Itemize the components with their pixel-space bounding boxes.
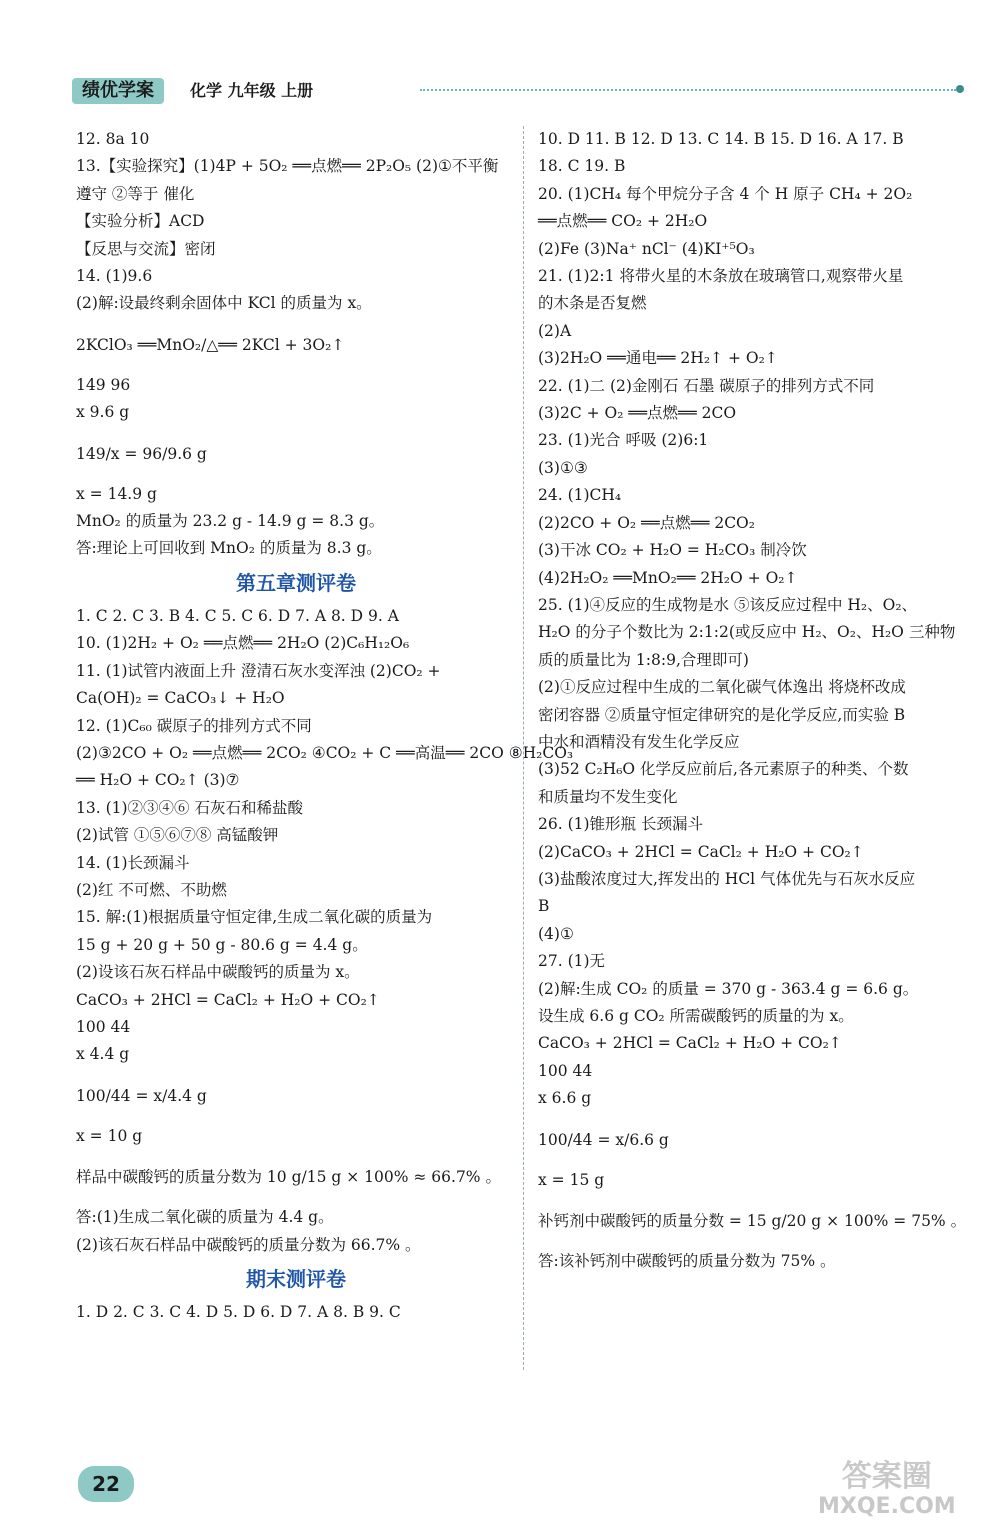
brand-badge: 绩优学案 (72, 78, 164, 104)
answer-line: 149/x = 96/9.6 g (76, 444, 207, 463)
answer-line: (2)2CO + O₂ ══点燃══ 2CO₂ (538, 513, 755, 532)
answer-line: (3)①③ (538, 458, 588, 477)
watermark-logo (818, 1460, 956, 1520)
page-number: 22 (78, 1466, 134, 1502)
right-answer-column (538, 126, 970, 1275)
answer-line: B (538, 897, 550, 916)
answer-line: 12. (1)C₆₀ 碳原子的排列方式不同 (76, 716, 312, 735)
answer-line: 15 g + 20 g + 50 g - 80.6 g = 4.4 g。 (76, 935, 368, 954)
answer-line: H₂O 的分子个数比为 2:1:2(或反应中 H₂、O₂、H₂O 三种物 (538, 623, 956, 642)
answer-line: (4)2H₂O₂ ══MnO₂══ 2H₂O + O₂↑ (538, 568, 798, 587)
answer-line: 样品中碳酸钙的质量分数为 10 g/15 g × 100% ≈ 66.7% 。 (76, 1168, 501, 1187)
answer-line: 和质量均不发生变化 (538, 787, 678, 806)
answer-line: 的木条是否复燃 (538, 294, 647, 313)
answer-line: CaCO₃ + 2HCl = CaCl₂ + H₂O + CO₂↑ (538, 1034, 842, 1053)
answer-line: 10. (1)2H₂ + O₂ ══点燃══ 2H₂O (2)C₆H₁₂O₆ (76, 634, 410, 653)
column-divider (523, 126, 524, 1370)
answer-line: 1. C 2. C 3. B 4. C 5. C 6. D 7. A 8. D 9. A (76, 606, 399, 625)
answer-line: (2)设该石灰石样品中碳酸钙的质量为 x。 (76, 963, 360, 982)
section-heading: 第五章测评卷 (236, 570, 356, 595)
answer-line: 18. C 19. B (538, 157, 626, 176)
answer-line: 13.【实验探究】(1)4P + 5O₂ ══点燃══ 2P₂O₅ (2)①不平衡 (76, 157, 499, 176)
answer-line: 23. (1)光合 呼吸 (2)6:1 (538, 431, 709, 450)
answer-line: 14. (1)长颈漏斗 (76, 853, 190, 872)
answer-line: x 9.6 g (76, 403, 130, 422)
answer-line: (2)③2CO + O₂ ══点燃══ 2CO₂ ④CO₂ + C ══高温══ 2CO ⑧H₂CO₃ (76, 743, 574, 762)
answer-line: 【反思与交流】密闭 (76, 239, 216, 258)
answer-line: 22. (1)二 (2)金刚石 石墨 碳原子的排列方式不同 (538, 376, 875, 395)
answer-line: 中水和酒精没有发生化学反应 (538, 732, 740, 751)
answer-line: 12. 8a 10 (76, 130, 150, 148)
answer-line: 10. D 11. B 12. D 13. C 14. B 15. D 16. A 17. B (538, 130, 904, 148)
answer-line: 20. (1)CH₄ 每个甲烷分子含 4 个 H 原子 CH₄ + 2O₂ (538, 184, 913, 203)
answer-line: (2)①反应过程中生成的二氧化碳气体逸出 将烧杯改成 (538, 678, 906, 697)
answer-line: 25. (1)④反应的生成物是水 ⑤该反应过程中 H₂、O₂、 (538, 595, 918, 614)
answer-line: MnO₂ 的质量为 23.2 g - 14.9 g = 8.3 g。 (76, 512, 385, 531)
answer-line: x = 14.9 g (76, 484, 157, 503)
answer-line: (3)2C + O₂ ══点燃══ 2CO (538, 404, 737, 423)
answer-line: 答:(1)生成二氧化碳的质量为 4.4 g。 (76, 1208, 334, 1227)
subject-title: 化学 九年级 上册 (190, 81, 314, 100)
answer-line: CaCO₃ + 2HCl = CaCl₂ + H₂O + CO₂↑ (76, 990, 380, 1009)
answer-line: 13. (1)②③④⑥ 石灰石和稀盐酸 (76, 798, 303, 817)
answer-line: (2)该石灰石样品中碳酸钙的质量分数为 66.7% 。 (76, 1235, 421, 1254)
answer-line: x = 15 g (538, 1170, 605, 1189)
answer-line: (2)Fe (3)Na⁺ nCl⁻ (4)KI⁺⁵O₃ (538, 239, 755, 258)
answer-line: ══ H₂O + CO₂↑ (3)⑦ (76, 771, 240, 790)
answer-line: 11. (1)试管内液面上升 澄清石灰水变浑浊 (2)CO₂ + (76, 661, 441, 680)
answer-line: (2)CaCO₃ + 2HCl = CaCl₂ + H₂O + CO₂↑ (538, 842, 864, 861)
answer-line: Ca(OH)₂ = CaCO₃↓ + H₂O (76, 689, 285, 708)
answer-line: 质的质量比为 1:8:9,合理即可) (538, 650, 749, 669)
answer-line: 15. 解:(1)根据质量守恒定律,生成二氧化碳的质量为 (76, 908, 433, 927)
answer-line: 21. (1)2:1 将带火星的木条放在玻璃管口,观察带火星 (538, 267, 904, 286)
answer-line: 100 44 (76, 1017, 131, 1036)
answer-line: x = 10 g (76, 1126, 143, 1145)
answer-line: (3)52 C₂H₆O 化学反应前后,各元素原子的种类、个数 (538, 760, 909, 779)
answer-line: 14. (1)9.6 (76, 267, 153, 286)
header-dotted-rule (420, 89, 956, 91)
answer-line: 2KClO₃ ══MnO₂/△══ 2KCl + 3O₂↑ (76, 335, 345, 354)
answer-line: ══点燃══ CO₂ + 2H₂O (538, 212, 708, 231)
answer-line: 100/44 = x/4.4 g (76, 1086, 207, 1105)
answer-line: (3)盐酸浓度过大,挥发出的 HCl 气体优先与石灰水反应 (538, 869, 916, 888)
watermark-title: 答案圈 (841, 1459, 932, 1494)
answer-line: (2)解:设最终剩余固体中 KCl 的质量为 x。 (76, 294, 372, 313)
answer-line: x 4.4 g (76, 1045, 130, 1064)
header-dot-icon (956, 85, 964, 93)
answer-line: 答:理论上可回收到 MnO₂ 的质量为 8.3 g。 (76, 539, 382, 558)
section-heading: 期末测评卷 (246, 1267, 346, 1291)
answer-line: (2)解:生成 CO₂ 的质量 = 370 g - 363.4 g = 6.6 g。 (538, 979, 919, 998)
answer-line: (2)A (538, 321, 572, 340)
answer-line: (2)红 不可燃、不助燃 (76, 880, 227, 899)
answer-line: 27. (1)无 (538, 952, 606, 971)
answer-line: x 6.6 g (538, 1089, 592, 1108)
answer-line: 1. D 2. C 3. C 4. D 5. D 6. D 7. A 8. B 9. C (76, 1303, 401, 1321)
answer-line: (3)2H₂O ══通电══ 2H₂↑ + O₂↑ (538, 349, 778, 368)
answer-line: 补钙剂中碳酸钙的质量分数 = 15 g/20 g × 100% = 75% 。 (538, 1212, 967, 1231)
answer-line: (3)干冰 CO₂ + H₂O = H₂CO₃ 制冷饮 (538, 541, 807, 560)
answer-line: 设生成 6.6 g CO₂ 所需碳酸钙的质量的为 x。 (538, 1007, 854, 1025)
answer-line: (4)① (538, 924, 574, 943)
answer-line: (2)试管 ①⑤⑥⑦⑧ 高锰酸钾 (76, 826, 279, 845)
answer-line: 密闭容器 ②质量守恒定律研究的是化学反应,而实验 B (538, 705, 906, 724)
answer-line: 149 96 (76, 375, 131, 394)
answer-line: 遵守 ②等于 催化 (76, 184, 195, 203)
answer-line: 100/44 = x/6.6 g (538, 1130, 669, 1149)
answer-line: 24. (1)CH₄ (538, 486, 622, 505)
watermark-url: MXQE.COM (818, 1494, 956, 1519)
answer-line: 26. (1)锥形瓶 长颈漏斗 (538, 815, 703, 834)
answer-line: 100 44 (538, 1061, 593, 1080)
answer-line: 答:该补钙剂中碳酸钙的质量分数为 75% 。 (538, 1252, 836, 1271)
answer-line: 【实验分析】ACD (76, 212, 205, 231)
